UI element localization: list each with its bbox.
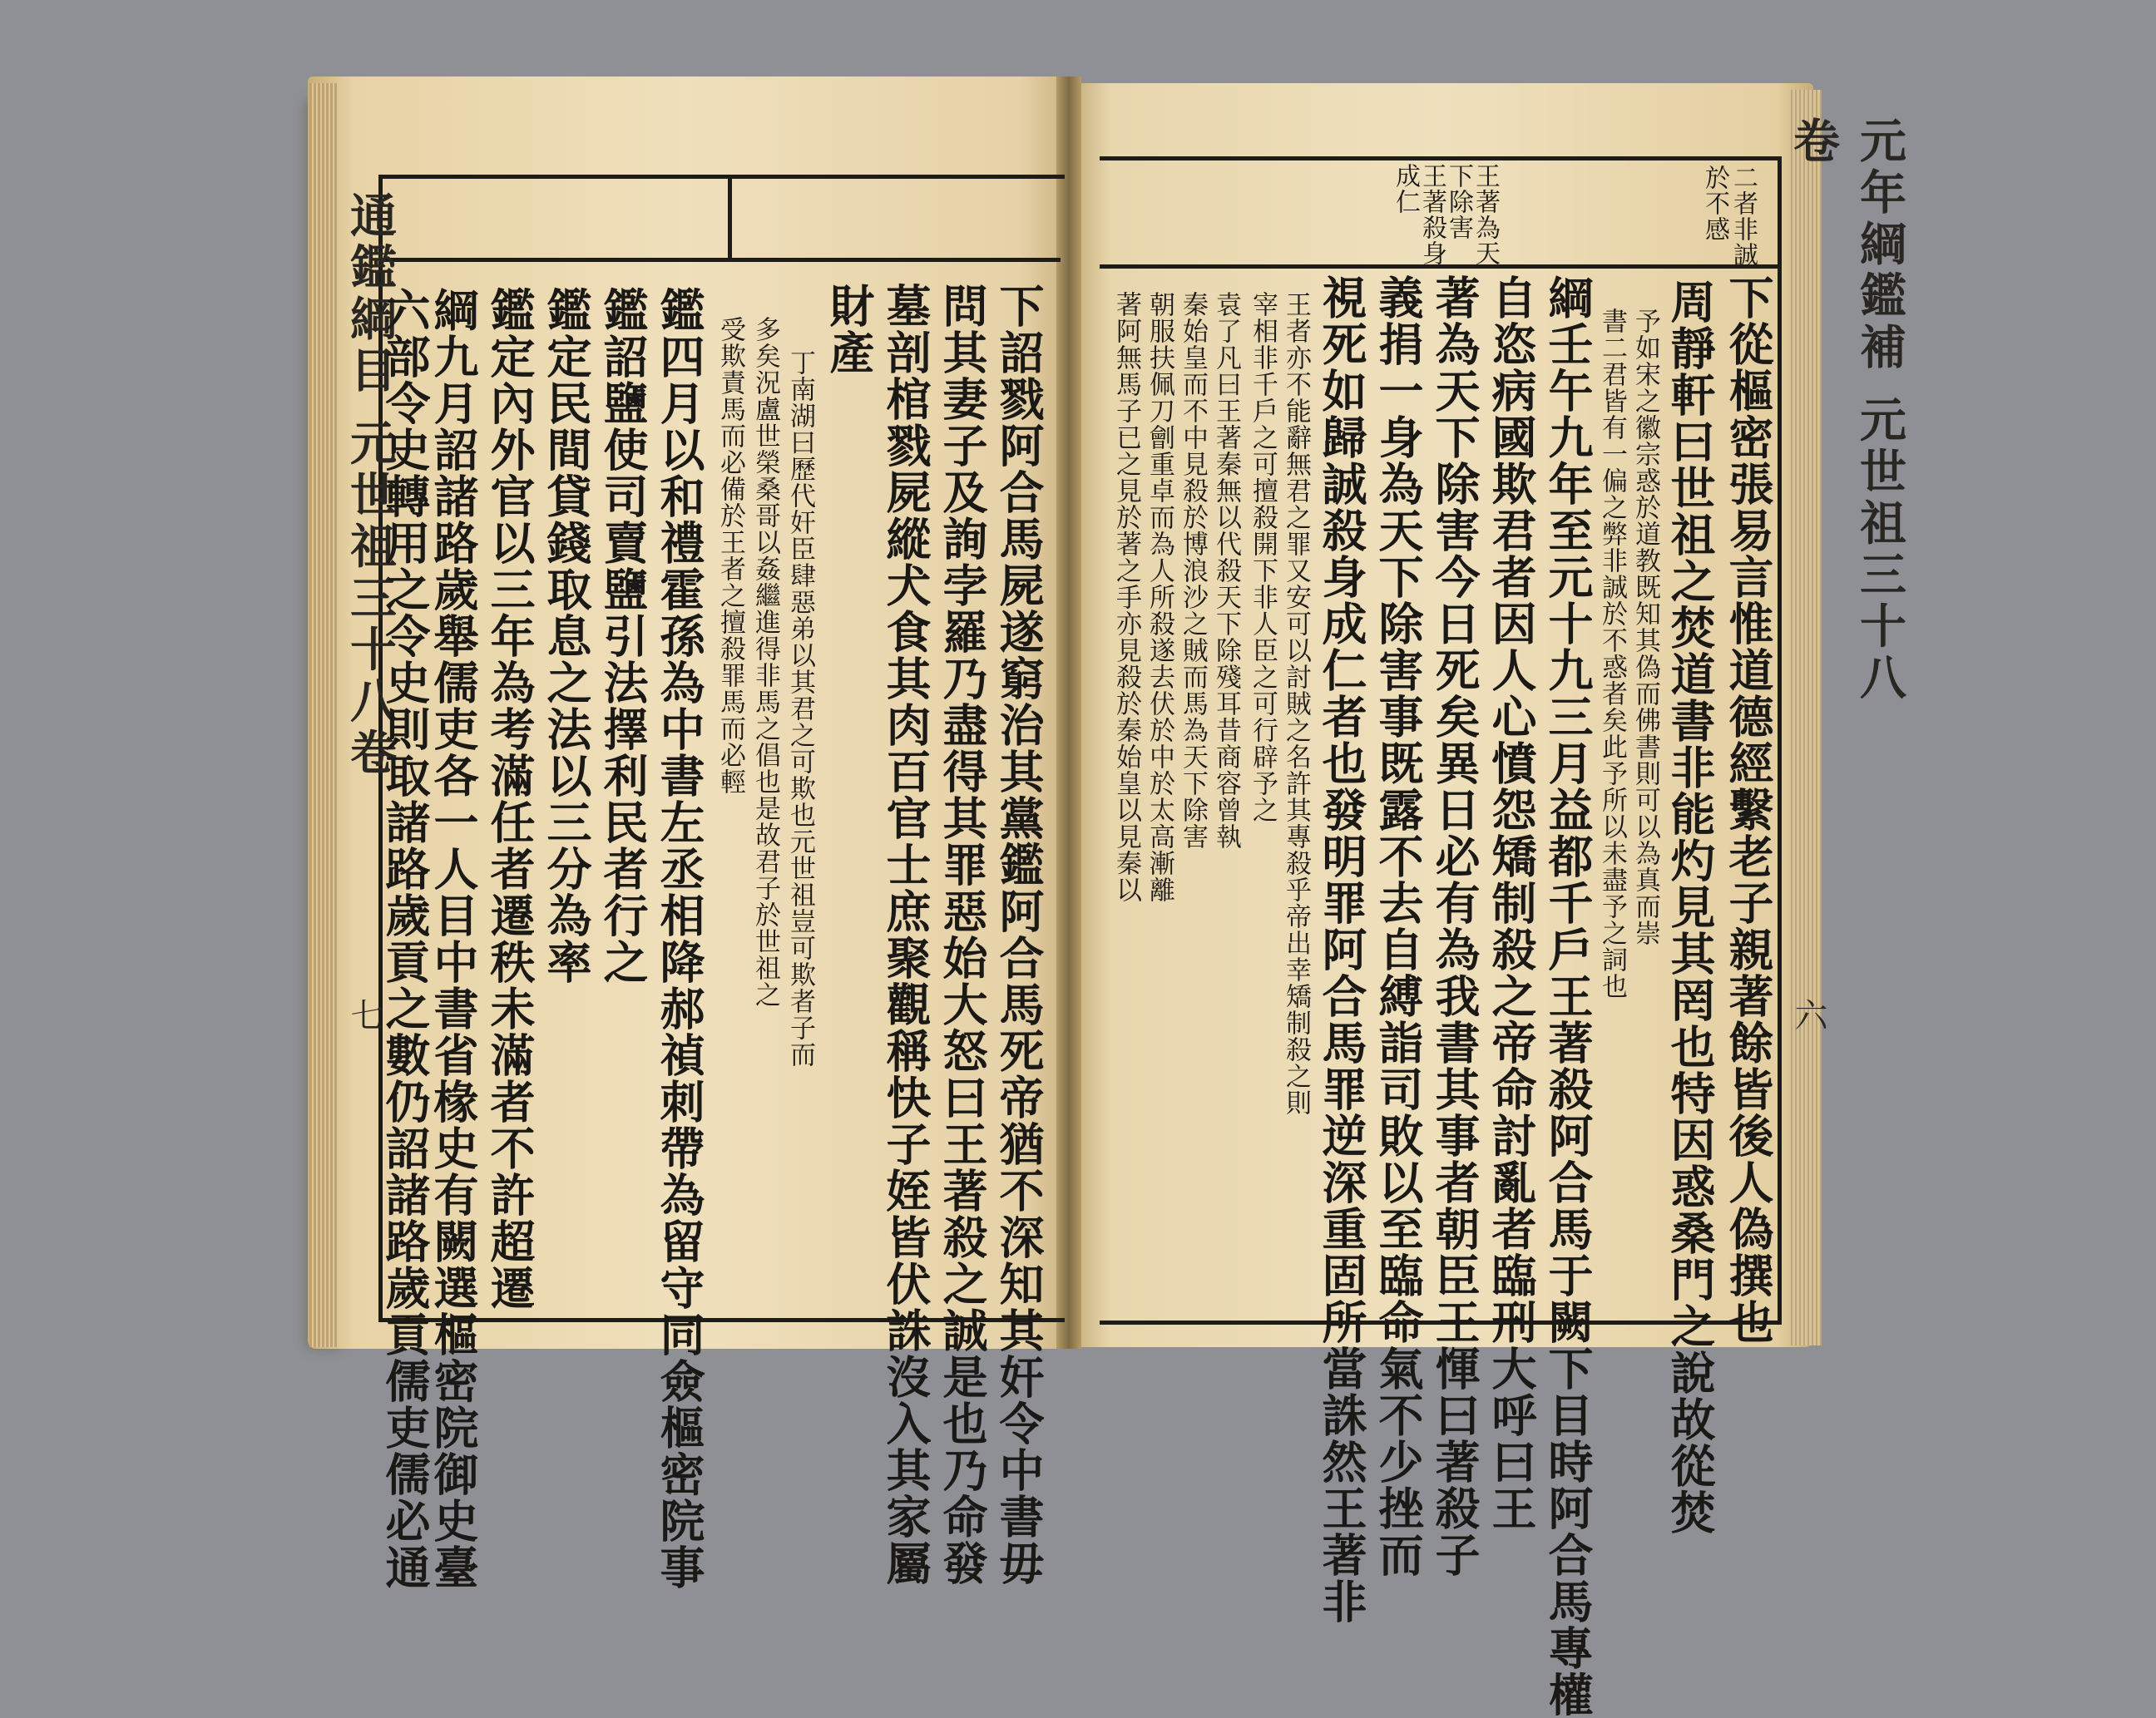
right-note-column: 袁了凡曰王著秦無以代殺天下除殘耳昔商容曾執 (1211, 291, 1241, 850)
header-note: 二者非誠 (1728, 165, 1758, 268)
left-column: 問其妻子及詢孛羅乃盡得其罪惡始大怒曰王著殺之誠是也乃命發 (936, 283, 989, 1587)
left-note-column: 受欺責馬而必備於王者之擅殺罪馬而必輕 (715, 316, 745, 795)
right-column: 義捐一身為天下除害事既露不去自縛詣司敗以至臨命氣不少挫而 (1372, 274, 1425, 1578)
right-column: 下從樞密張易言惟道德經繫老子親著餘皆後人偽撰也 (1722, 274, 1775, 1345)
left-column: 鑑定內外官以三年為考滿任者遷秩未滿者不許超遷 (483, 287, 537, 1311)
right-note-column: 秦始皇而不中見殺於博浪沙之賊而馬為天下除害 (1178, 291, 1208, 850)
left-column: 鑑定民間貸錢取息之法以三分為率 (540, 287, 593, 985)
left-column: 六部令史轉用之令史則取諸路歲貢之數仍詔諸路歲貢儒吏儒必通 (378, 287, 432, 1591)
right-column: 著為天下除害今日死矣異日必有為我書其事者朝臣王惲曰著殺子 (1428, 274, 1481, 1578)
right-column: 綱壬午九年至元十九三月益都千戶王著殺阿合馬于闕下目時阿合馬專權 (1541, 274, 1595, 1718)
right-note-column: 宰相非千戶之可擅殺開下非人臣之可行辟予之 (1248, 291, 1278, 823)
right-column: 視死如歸誠殺身成仁者也發明罪阿合馬罪逆深重固所當誅然王著非 (1315, 274, 1368, 1625)
left-page-edge (309, 83, 338, 1347)
left-note-column: 多矣況盧世榮桑哥以姦繼進得非馬之倡也是故君子於世祖之 (750, 316, 780, 1008)
left-column: 綱九月詔諸路歲舉儒吏各一人目中書省椽史有闕選樞密院御史臺 (427, 287, 480, 1591)
right-note-column: 著阿無馬子已之見於著之手亦見殺於秦始皇以見秦以 (1111, 291, 1141, 903)
left-column: 墓剖棺戮屍縱犬食其肉百官士庶聚觀稱快子姪皆伏誅沒入其家屬 (879, 283, 932, 1587)
left-column: 下詔戮阿合馬屍遂窮治其黨鑑阿合馬死帝猶不深知其奸令中書毋 (992, 283, 1046, 1587)
right-note-column: 王者亦不能辭無君之罪又安可以討賊之名許其專殺乎帝出幸矯制殺之則 (1281, 291, 1311, 1116)
header-note: 王著為天 (1471, 163, 1500, 266)
left-column: 鑑四月以和禮霍孫為中書左丞相降郝禎刺帶為留守同僉樞密院事 (653, 287, 706, 1591)
left-header-box (378, 175, 1061, 262)
header-note: 下除害 (1444, 163, 1473, 240)
header-note: 成仁 (1391, 163, 1420, 215)
left-note-column: 丁南湖曰歷代奸臣肆惡弟以其君之可欺也元世祖豈可欺者子而 (785, 349, 815, 1068)
left-column: 鑑詔鹽使司賣鹽引法擇利民者行之 (596, 287, 650, 985)
right-margin-title: 元年綱鑑補 元世祖三十八卷 (1786, 116, 1907, 705)
right-note-column: 予如宋之徽宗惑於道教既知其偽而佛書則可以為真而崇 (1630, 308, 1660, 946)
left-margin-title: 通鑑綱目 元世祖三十八卷 (343, 191, 398, 780)
right-note-column: 朝服扶佩刀劊重卓而為人所殺遂去伏於中於太高漸離 (1145, 291, 1174, 903)
left-folio: 七 (345, 998, 383, 1031)
right-folio: 六 (1789, 998, 1827, 1031)
right-column: 周靜軒曰世祖之焚道書非能灼見其罔也特因惑桑門之說故從焚 (1664, 279, 1717, 1536)
left-column: 財產 (823, 283, 876, 376)
header-note: 於不感 (1700, 165, 1729, 242)
right-note-column: 書二君皆有一偏之弊非誠於不惑者矣此予所以未盡予之詞也 (1597, 308, 1627, 1000)
right-column: 自恣病國欺君者因人心憤怨矯制殺之帝命討亂者臨刑大呼曰王 (1485, 274, 1538, 1532)
header-note: 王著殺身 (1417, 163, 1446, 266)
